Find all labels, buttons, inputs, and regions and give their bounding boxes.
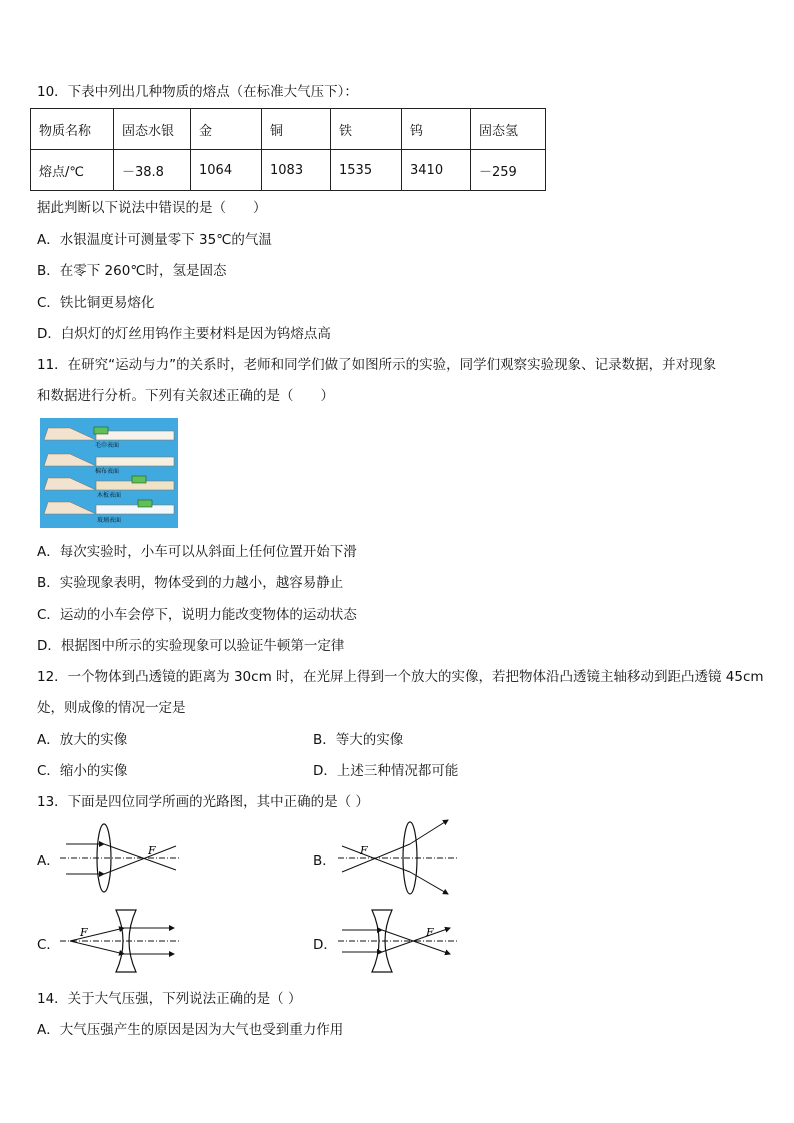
table-cell: 金 bbox=[191, 109, 262, 150]
lens-diagram-b bbox=[338, 816, 458, 896]
incline-label-wood: 木板表面 bbox=[97, 492, 122, 499]
table-cell: 钨 bbox=[402, 109, 471, 150]
table-cell: 3410 bbox=[402, 150, 471, 191]
table-cell: 熔点/℃ bbox=[31, 150, 114, 191]
q10-option-c: C．铁比铜更易熔化 bbox=[37, 295, 155, 311]
q10-option-b: B．在零下 260℃时，氢是固态 bbox=[37, 263, 227, 279]
q12-stem-line1: 12．一个物体到凸透镜的距离为 30cm 时，在光屏上得到一个放大的实像，若把物体沿凸透镜主轴移动到距凸透镜 45cm bbox=[37, 669, 764, 685]
q12-option-b: B．等大的实像 bbox=[313, 732, 404, 748]
focus-label: F bbox=[148, 844, 156, 857]
table-row bbox=[31, 150, 546, 191]
q11-option-b: B．实验现象表明，物体受到的力越小，越容易静止 bbox=[37, 575, 344, 591]
q11-option-d: D．根据图中所示的实验现象可以验证牛顿第一定律 bbox=[37, 638, 345, 654]
q13-option-b-label: B． bbox=[313, 853, 336, 869]
incline-label-towel: 毛巾表面 bbox=[95, 442, 120, 449]
incline-label-cotton: 棉布表面 bbox=[95, 468, 120, 475]
table-header-row bbox=[31, 109, 546, 150]
q13-option-a-label: A． bbox=[37, 853, 60, 869]
q13-stem: 13．下面是四位同学所画的光路图，其中正确的是（ ） bbox=[37, 794, 369, 810]
focus-label: F bbox=[426, 926, 434, 939]
focus-label: F bbox=[80, 926, 88, 939]
q11-option-c: C．运动的小车会停下，说明力能改变物体的运动状态 bbox=[37, 607, 357, 623]
table-cell: 物质名称 bbox=[31, 109, 114, 150]
q12-stem-line2: 处，则成像的情况一定是 bbox=[37, 700, 186, 716]
q13-option-d-label: D． bbox=[313, 937, 337, 953]
lens-diagram-c bbox=[60, 908, 180, 974]
q14-stem: 14．关于大气压强，下列说法正确的是（ ） bbox=[37, 991, 302, 1007]
incline-label-glass: 玻璃表面 bbox=[97, 517, 122, 524]
table-cell: 固态氢 bbox=[471, 109, 546, 150]
q10-stem: 10．下表中列出几种物质的熔点（在标准大气压下）： bbox=[37, 84, 358, 100]
table-cell: 铁 bbox=[331, 109, 402, 150]
table-cell: －38.8 bbox=[114, 150, 191, 191]
melting-point-table bbox=[30, 108, 546, 191]
lens-diagram-d bbox=[338, 908, 458, 974]
q11-stem-line2: 和数据进行分析。下列有关叙述正确的是（ ） bbox=[37, 388, 334, 404]
focus-label: F bbox=[360, 844, 368, 857]
q11-option-a: A．每次实验时，小车可以从斜面上任何位置开始下滑 bbox=[37, 544, 357, 560]
q12-option-a: A．放大的实像 bbox=[37, 732, 128, 748]
q10-question: 据此判断以下说法中错误的是（ ） bbox=[37, 200, 267, 216]
q13-option-c-label: C． bbox=[37, 937, 60, 953]
q12-option-d: D．上述三种情况都可能 bbox=[313, 763, 459, 779]
lens-diagram-a bbox=[60, 822, 180, 894]
table-cell: 1083 bbox=[262, 150, 331, 191]
incline-experiment-figure bbox=[40, 418, 178, 528]
table-cell: 1535 bbox=[331, 150, 402, 191]
q14-option-a: A．大气压强产生的原因是因为大气也受到重力作用 bbox=[37, 1022, 344, 1038]
q11-stem-line1: 11．在研究“运动与力”的关系时，老师和同学们做了如图所示的实验，同学们观察实验现象、记录数据，并对现象 bbox=[37, 357, 717, 373]
table-cell: 固态水银 bbox=[114, 109, 191, 150]
q10-option-d: D．白炽灯的灯丝用钨作主要材料是因为钨熔点高 bbox=[37, 326, 331, 342]
table-cell: 1064 bbox=[191, 150, 262, 191]
table-cell: －259 bbox=[471, 150, 546, 191]
q12-option-c: C．缩小的实像 bbox=[37, 763, 128, 779]
table-cell: 铜 bbox=[262, 109, 331, 150]
q10-option-a: A．水银温度计可测量零下 35℃的气温 bbox=[37, 232, 272, 248]
